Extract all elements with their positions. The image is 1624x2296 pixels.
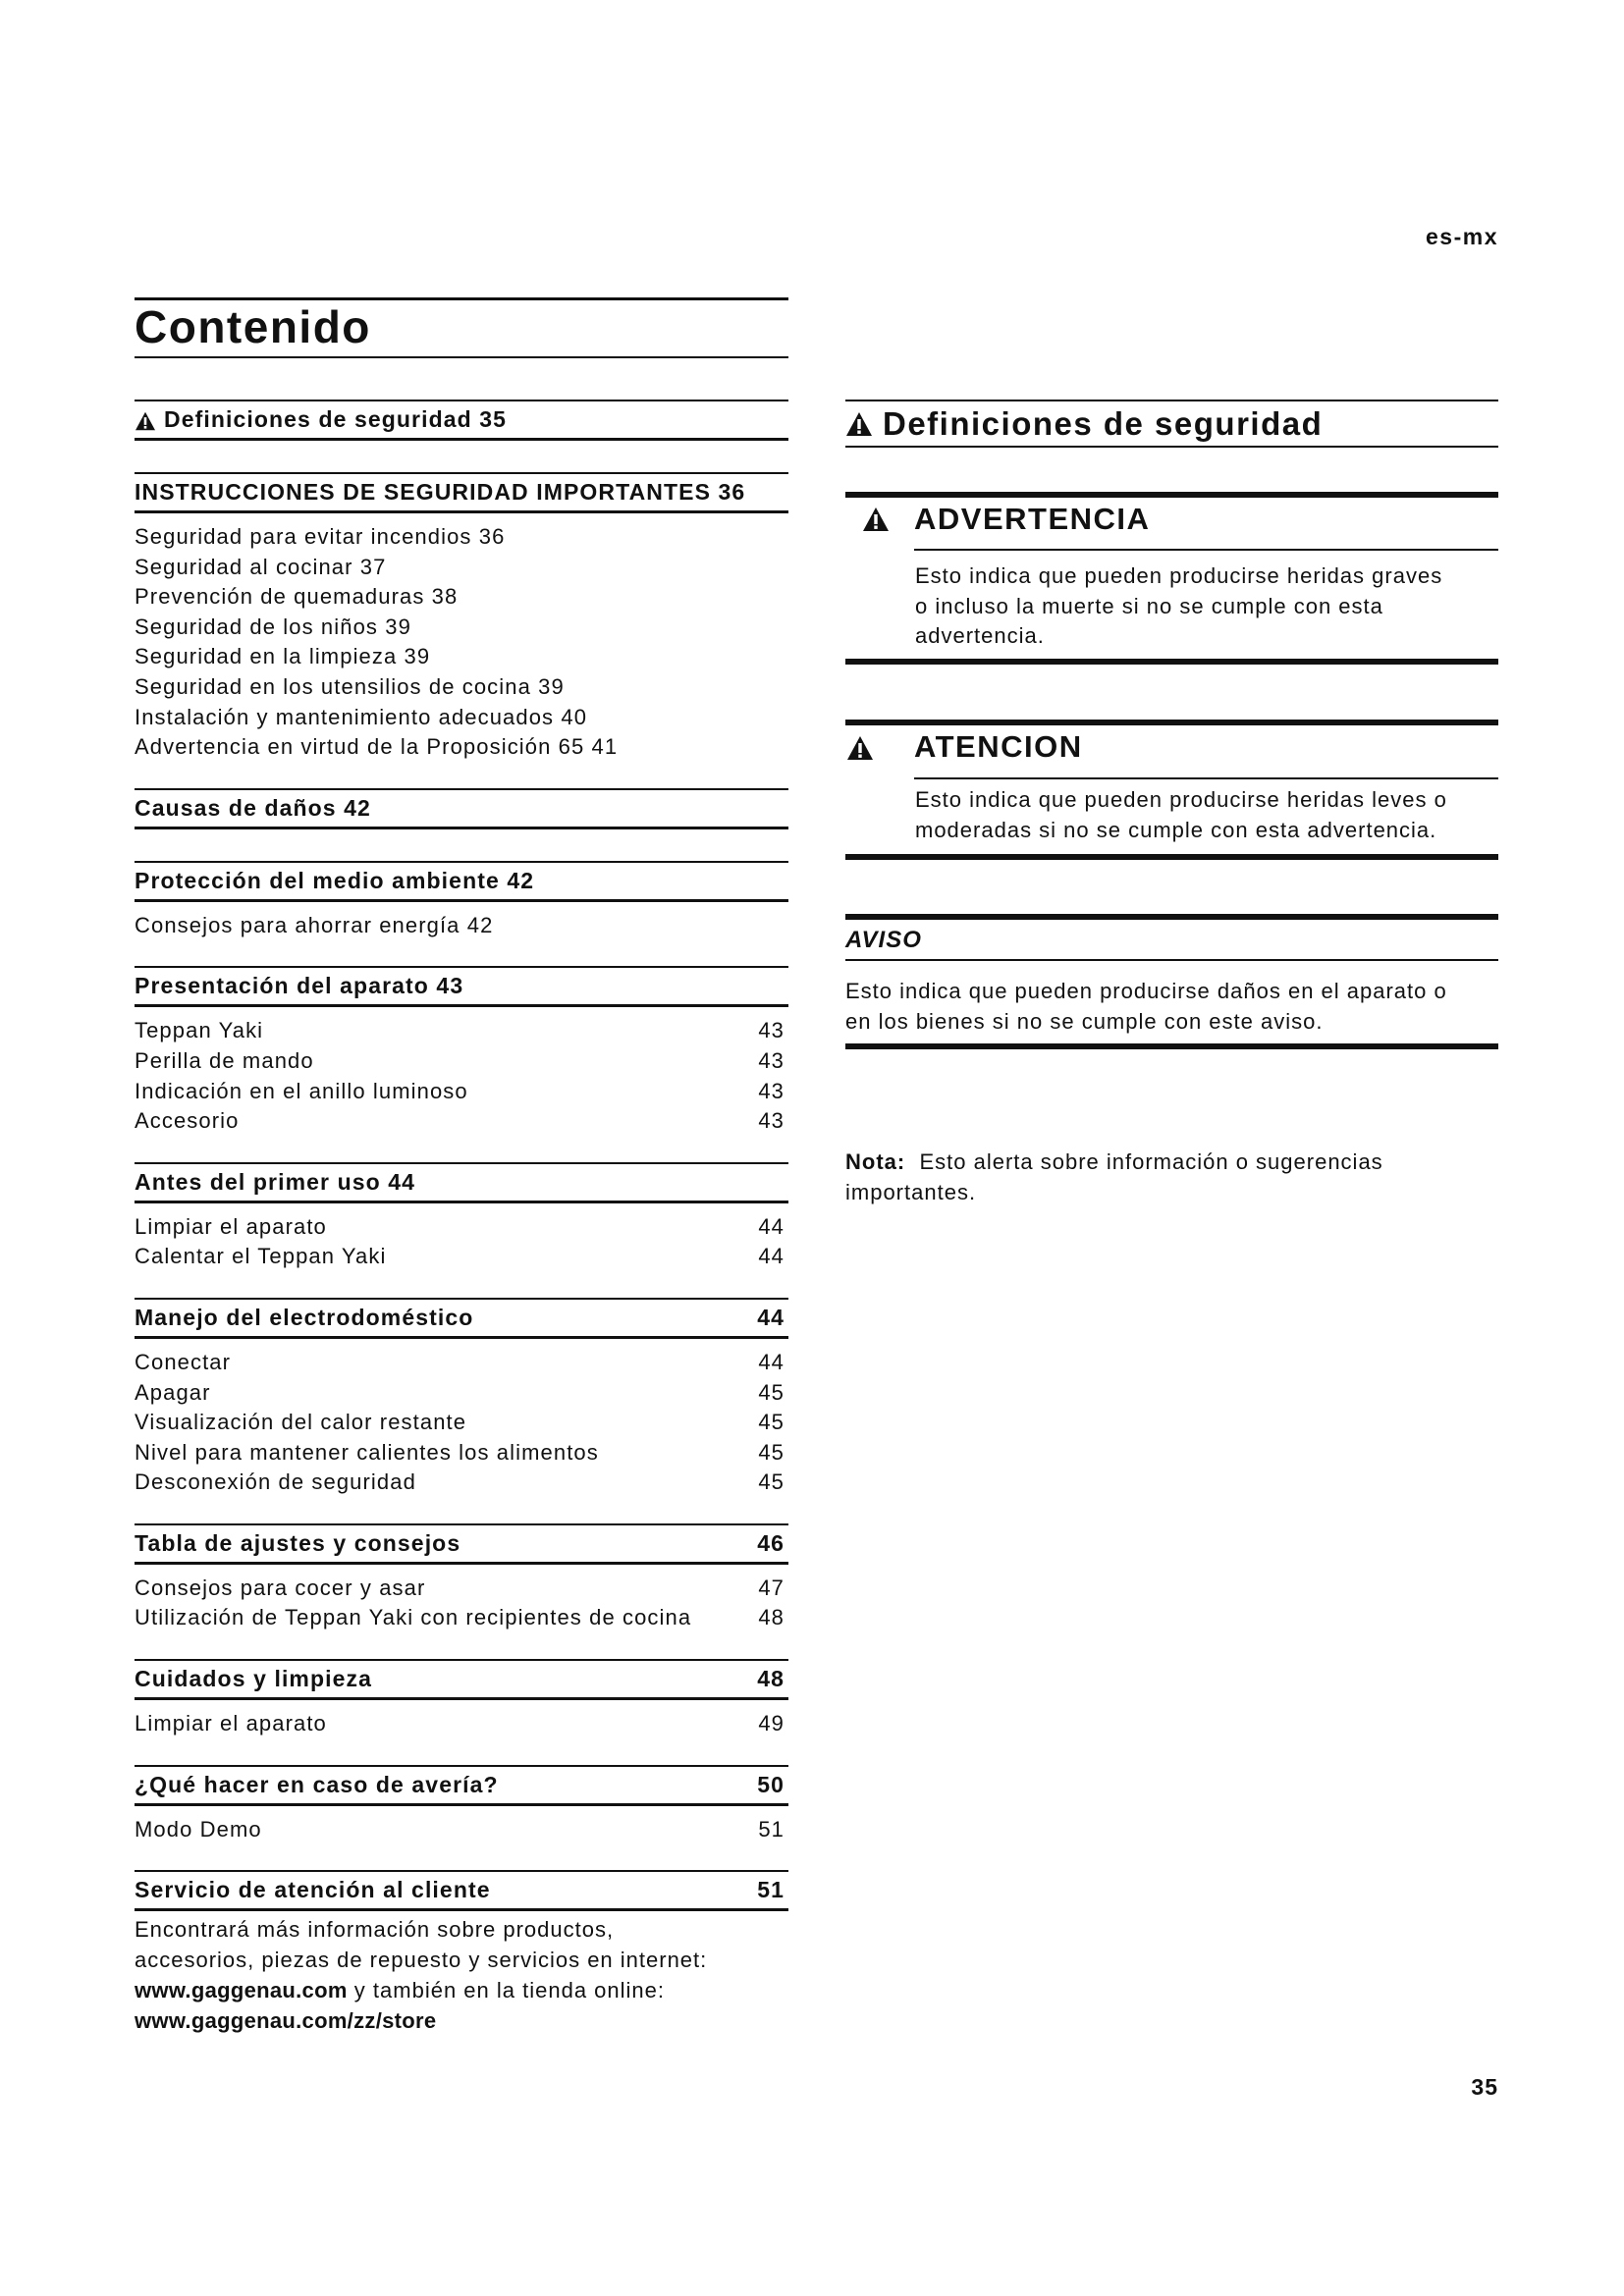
toc-section-heading[interactable] <box>135 474 788 510</box>
toc-item[interactable] <box>135 672 788 703</box>
divider <box>845 720 1498 725</box>
toc-item-label: Visualización del calor restante <box>135 1410 467 1435</box>
toc-item-label: Calentar el Teppan Yaki <box>135 1244 387 1269</box>
toc-item[interactable] <box>135 732 788 763</box>
toc-heading-label: Definiciones de seguridad 35 <box>164 406 508 432</box>
text-line: Esto indica que pueden producirse daños en el aparato o <box>845 979 1447 1003</box>
footer-line: accesorios, piezas de repuesto y servicios en internet: <box>135 1948 708 1972</box>
toc-item-page: 44 <box>758 1349 785 1374</box>
divider <box>914 777 1498 779</box>
toc-item[interactable] <box>135 1468 788 1498</box>
toc-item[interactable] <box>135 703 788 733</box>
toc-item[interactable] <box>135 1815 788 1845</box>
toc-heading-label: Tabla de ajustes y consejos <box>135 1529 461 1556</box>
toc-item[interactable] <box>135 1106 788 1137</box>
toc-item[interactable] <box>135 613 788 643</box>
toc-section <box>135 1298 788 1498</box>
signal-word-advertencia: ADVERTENCIA <box>914 502 1151 536</box>
divider <box>914 549 1498 551</box>
toc-header <box>135 297 788 358</box>
toc-item-label: Apagar <box>135 1379 211 1405</box>
toc-section-heading[interactable] <box>135 1872 788 1908</box>
warning-icon <box>845 411 873 437</box>
section-heading <box>845 401 1498 446</box>
toc-section <box>135 1523 788 1633</box>
divider <box>135 827 788 829</box>
toc-item-label: Seguridad de los niños 39 <box>135 614 411 639</box>
text-line: advertencia. <box>915 623 1045 649</box>
toc-heading-label: Causas de daños 42 <box>135 794 371 821</box>
divider <box>845 446 1498 448</box>
toc-item-label: Seguridad para evitar incendios 36 <box>135 524 506 549</box>
footer-line <box>135 2005 802 2036</box>
toc-heading-label-wrap <box>135 406 507 433</box>
toc-section <box>135 1659 788 1739</box>
toc-section-heading[interactable] <box>135 1300 788 1336</box>
toc-item-page: 45 <box>758 1439 785 1465</box>
toc-section <box>135 400 788 441</box>
text-line: o incluso la muerte si no se cumple con esta <box>915 593 1383 618</box>
store-link[interactable]: www.gaggenau.com/zz/store <box>135 2008 437 2033</box>
website-link[interactable]: www.gaggenau.com <box>135 1978 348 2002</box>
toc-heading-label-wrap <box>135 795 371 822</box>
toc-item-label: Accesorio <box>135 1108 240 1134</box>
toc-item-label: Consejos para cocer y asar <box>135 1575 426 1600</box>
toc-heading-label: Manejo del electrodoméstico <box>135 1304 474 1330</box>
page-title: Contenido <box>135 301 371 352</box>
toc-item[interactable] <box>135 582 788 613</box>
toc-item[interactable] <box>135 1046 788 1077</box>
toc-item-label: Limpiar el aparato <box>135 1711 327 1736</box>
toc-heading-page: 50 <box>757 1771 785 1797</box>
warning-icon <box>846 735 874 761</box>
divider <box>845 1043 1498 1049</box>
toc-section-heading[interactable] <box>135 863 788 899</box>
toc-item[interactable] <box>135 911 788 941</box>
toc-item-label: Modo Demo <box>135 1816 262 1842</box>
signal-word-atencion: ATENCION <box>914 729 1083 764</box>
toc-section-heading[interactable] <box>135 1767 788 1803</box>
toc-section-heading[interactable] <box>135 1661 788 1697</box>
footer-line: Encontrará más información sobre productos, <box>135 1917 615 1942</box>
toc-item[interactable] <box>135 1016 788 1046</box>
divider <box>845 959 1498 961</box>
text-line <box>845 1148 1503 1178</box>
toc-heading-label: Antes del primer uso 44 <box>135 1168 416 1195</box>
toc-heading-label: ¿Qué hacer en caso de avería? <box>135 1771 499 1797</box>
toc-section <box>135 788 788 829</box>
toc-items <box>135 902 788 941</box>
toc-item-label: Advertencia en virtud de la Proposición 65 41 <box>135 734 619 760</box>
toc-item-page: 47 <box>758 1575 785 1600</box>
toc-item[interactable] <box>135 1212 788 1243</box>
toc-heading-label-wrap <box>135 1169 415 1196</box>
toc-items <box>135 1203 788 1272</box>
footer-text: y también en la tienda online: <box>347 1978 665 2002</box>
toc-items <box>135 1806 788 1845</box>
toc-item-label: Conectar <box>135 1349 232 1374</box>
toc-section <box>135 1162 788 1272</box>
advertencia-description <box>915 561 1504 652</box>
toc-heading-label-wrap <box>135 1530 460 1557</box>
divider <box>845 492 1498 498</box>
divider <box>135 438 788 441</box>
footer-line <box>135 1975 802 2005</box>
toc-heading-label-wrap <box>135 1305 473 1331</box>
text-line: importantes. <box>845 1179 977 1204</box>
toc-item-page: 43 <box>758 1078 785 1103</box>
table-of-contents <box>135 400 788 1943</box>
toc-item[interactable] <box>135 1438 788 1468</box>
footer-info <box>135 1914 802 2036</box>
toc-heading-label: INSTRUCCIONES DE SEGURIDAD IMPORTANTES 36 <box>135 479 746 505</box>
warning-icon <box>862 507 890 532</box>
toc-item[interactable] <box>135 1348 788 1378</box>
toc-item-label: Limpiar el aparato <box>135 1213 327 1239</box>
toc-item-page: 44 <box>758 1213 785 1239</box>
toc-item[interactable] <box>135 1709 788 1739</box>
signal-word-aviso: AVISO <box>845 927 922 953</box>
toc-heading-label: Servicio de atención al cliente <box>135 1877 491 1903</box>
toc-heading-label-wrap <box>135 868 534 894</box>
warning-icon <box>135 411 156 431</box>
toc-item-label: Consejos para ahorrar energía 42 <box>135 912 494 937</box>
toc-item-page: 43 <box>758 1018 785 1043</box>
toc-heading-label: Cuidados y limpieza <box>135 1666 373 1692</box>
safety-definitions-header <box>845 400 1498 448</box>
toc-item[interactable] <box>135 1603 788 1633</box>
toc-item[interactable] <box>135 1378 788 1409</box>
toc-section <box>135 861 788 941</box>
toc-item-page: 43 <box>758 1047 785 1073</box>
toc-item-label: Prevención de quemaduras 38 <box>135 584 459 610</box>
toc-item-label: Teppan Yaki <box>135 1018 264 1043</box>
divider <box>135 1908 788 1911</box>
toc-item[interactable] <box>135 1242 788 1272</box>
toc-item-page: 49 <box>758 1711 785 1736</box>
nota-text: Esto alerta sobre información o sugerencias <box>919 1149 1383 1174</box>
toc-item-label: Indicación en el anillo luminoso <box>135 1078 468 1103</box>
section-title: Definiciones de seguridad <box>883 404 1324 442</box>
nota-label: Nota: <box>845 1149 906 1174</box>
toc-items <box>135 1565 788 1633</box>
toc-section-heading[interactable] <box>135 968 788 1004</box>
toc-section-heading[interactable] <box>135 1525 788 1562</box>
toc-items <box>135 1339 788 1498</box>
text-line: Esto indica que pueden producirse heridas graves <box>915 563 1443 588</box>
toc-item-label: Seguridad en la limpieza 39 <box>135 644 431 669</box>
toc-item-label: Seguridad en los utensilios de cocina 39 <box>135 673 565 699</box>
toc-heading-page: 51 <box>757 1877 785 1903</box>
toc-item[interactable] <box>135 642 788 672</box>
toc-item-page: 44 <box>758 1244 785 1269</box>
toc-item-label: Desconexión de seguridad <box>135 1469 416 1495</box>
toc-item[interactable] <box>135 1408 788 1438</box>
language-code: es-mx <box>1426 224 1498 249</box>
toc-heading-label-wrap <box>135 479 745 506</box>
toc-heading-label-wrap <box>135 973 463 999</box>
toc-item-label: Instalación y mantenimiento adecuados 40 <box>135 704 588 729</box>
text-line: moderadas si no se cumple con esta advertencia. <box>915 817 1437 842</box>
toc-items <box>135 513 788 763</box>
toc-heading-label: Presentación del aparato 43 <box>135 973 464 999</box>
toc-item-page: 45 <box>758 1379 785 1405</box>
toc-section <box>135 1765 788 1845</box>
toc-item[interactable] <box>135 1574 788 1604</box>
toc-item-label: Perilla de mando <box>135 1047 314 1073</box>
toc-heading-page: 48 <box>757 1666 785 1692</box>
toc-item-page: 45 <box>758 1469 785 1495</box>
toc-item-page: 45 <box>758 1410 785 1435</box>
text-line: Esto indica que pueden producirse heridas leves o <box>915 787 1447 812</box>
toc-item-label: Nivel para mantener calientes los alimentos <box>135 1439 599 1465</box>
divider <box>845 854 1498 860</box>
toc-section-heading[interactable] <box>135 401 788 438</box>
divider <box>845 914 1498 920</box>
toc-item-page: 48 <box>758 1605 785 1630</box>
toc-section <box>135 472 788 763</box>
toc-item-label: Utilización de Teppan Yaki con recipientes de cocina <box>135 1605 692 1630</box>
toc-items <box>135 1700 788 1739</box>
toc-heading-label-wrap <box>135 1666 372 1692</box>
toc-section <box>135 1870 788 1911</box>
toc-section-heading[interactable] <box>135 1164 788 1201</box>
page-number: 35 <box>1471 2074 1498 2100</box>
toc-section-heading[interactable] <box>135 790 788 827</box>
text-line: en los bienes si no se cumple con este aviso. <box>845 1008 1324 1034</box>
toc-heading-page: 44 <box>757 1304 785 1330</box>
toc-item-label: Seguridad al cocinar 37 <box>135 554 387 579</box>
toc-item[interactable] <box>135 1077 788 1107</box>
toc-heading-label: Protección del medio ambiente 42 <box>135 867 535 893</box>
toc-section <box>135 966 788 1136</box>
toc-item[interactable] <box>135 553 788 583</box>
toc-item-page: 43 <box>758 1108 785 1134</box>
toc-item[interactable] <box>135 522 788 553</box>
aviso-description <box>845 977 1503 1037</box>
atencion-description <box>915 785 1504 845</box>
toc-heading-page: 46 <box>757 1529 785 1556</box>
toc-heading-label-wrap <box>135 1877 491 1903</box>
divider <box>845 659 1498 665</box>
toc-items <box>135 1007 788 1136</box>
toc-item-page: 51 <box>758 1816 785 1842</box>
nota <box>845 1148 1503 1207</box>
toc-heading-label-wrap <box>135 1772 499 1798</box>
divider <box>135 356 788 358</box>
